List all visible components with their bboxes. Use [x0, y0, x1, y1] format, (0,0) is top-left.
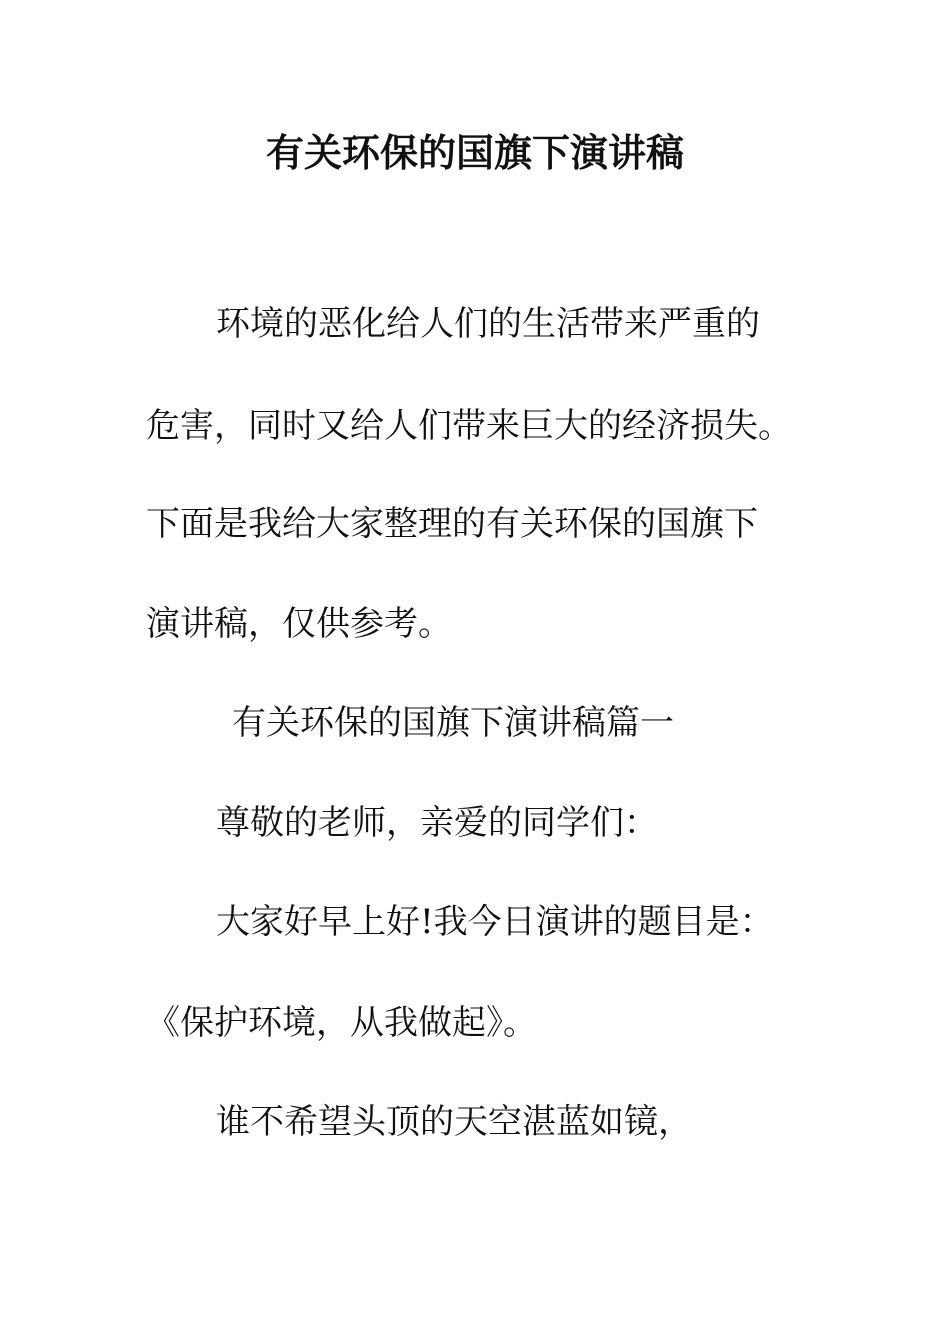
paragraph-line: 环境的恶化给人们的生活带来严重的 [216, 304, 760, 344]
document-title: 有关环保的国旗下演讲稿 [265, 130, 684, 175]
paragraph-line: 演讲稿，仅供参考。 [146, 604, 452, 644]
paragraph-line: 尊敬的老师，亲爱的同学们： [216, 803, 658, 843]
paragraph-line: 危害，同时又给人们带来巨大的经济损失。 [146, 406, 792, 446]
paragraph-line: 《保护环境，从我做起》。 [146, 1003, 537, 1043]
paragraph-line: 下面是我给大家整理的有关环保的国旗下 [146, 504, 758, 544]
section-heading: 有关环保的国旗下演讲稿篇一 [232, 703, 674, 743]
paragraph-line: 谁不希望头顶的天空湛蓝如镜， [216, 1102, 692, 1142]
paragraph-line: 大家好早上好!我今日演讲的题目是： [216, 902, 774, 942]
